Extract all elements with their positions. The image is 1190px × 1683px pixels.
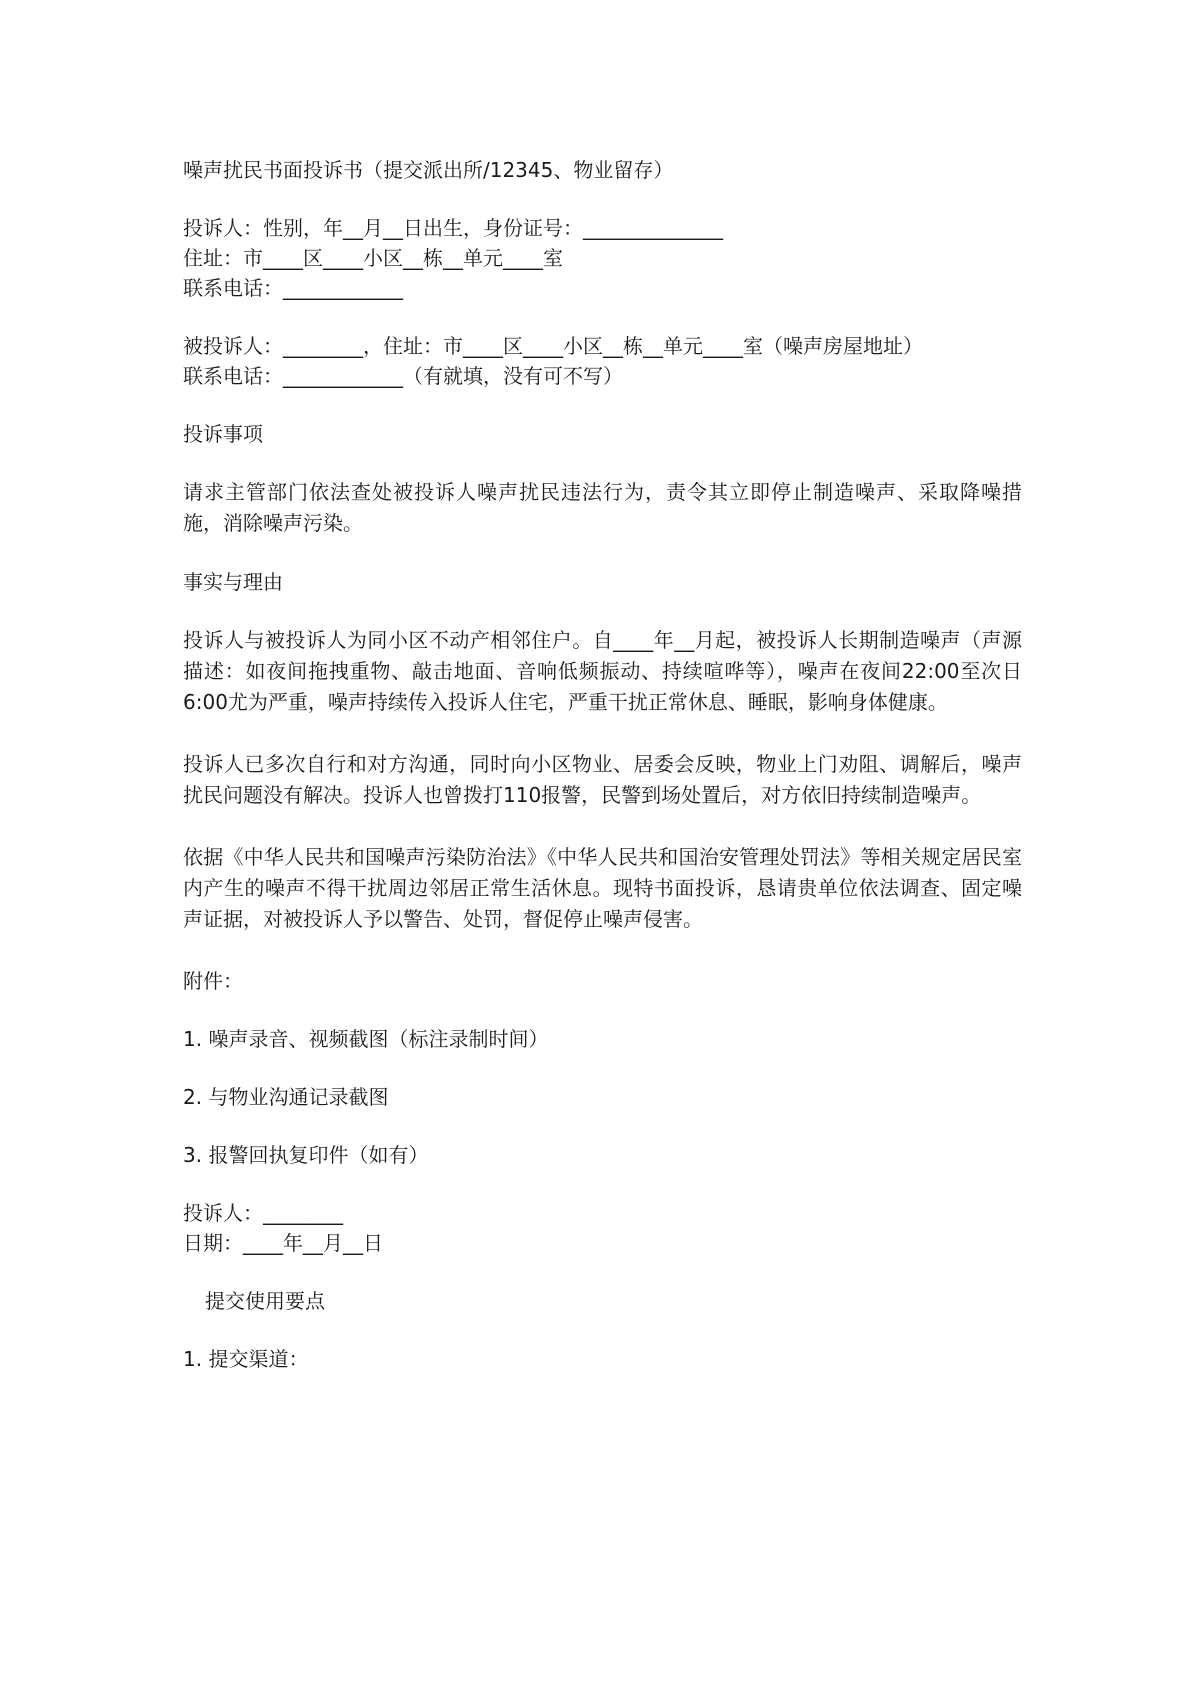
facts-paragraph-3: 依据《中华人民共和国噪声污染防治法》《中华人民共和国治安管理处罚法》等相关规定居民室内产生的噪声不得干扰周边邻居正常生活休息。现特书面投诉，恳请贵单位依法调查、固定噪声证据，对被投诉人予以警告、处罚，督促停止噪声侵害。 <box>183 845 1022 931</box>
section-heading-request: 投诉事项 <box>183 422 263 446</box>
facts-paragraph-2: 投诉人已多次自行和对方沟通，同时向小区物业、居委会反映，物业上门劝阻、调解后，噪声扰民问题没有解决。投诉人也曾拨打110报警，民警到场处置后，对方依旧持续制造噪声。 <box>183 752 1022 807</box>
respondent-info: 被投诉人：________，住址：市____区____小区__栋__单元____室（噪声房屋地址） <box>183 334 923 358</box>
signature-date: 日期：____年__月__日 <box>183 1231 383 1255</box>
attachments-label: 附件： <box>183 969 243 993</box>
complainant-info: 投诉人：性别，年__月__日出生，身份证号：______________ <box>183 216 723 240</box>
attachment-item: 2. 与物业沟通记录截图 <box>183 1085 389 1109</box>
facts-paragraph-1: 投诉人与被投诉人为同小区不动产相邻住户。自____年__月起，被投诉人长期制造噪声（声源描述：如夜间拖拽重物、敲击地面、音响低频振动、持续喧哗等），噪声在夜间22:00至次日6:00尤为严重，噪声持续传入投诉人住宅，严重干扰正常休息、睡眠，影响身体健康。 <box>183 628 1022 714</box>
attachment-item: 3. 报警回执复印件（如有） <box>183 1143 429 1167</box>
respondent-phone: 联系电话：____________（有就填，没有可不写） <box>183 364 623 388</box>
tips-heading: 提交使用要点 <box>205 1289 325 1313</box>
complainant-phone: 联系电话：____________ <box>183 276 403 300</box>
tips-item: 1. 提交渠道： <box>183 1347 309 1371</box>
document-title: 噪声扰民书面投诉书（提交派出所/12345、物业留存） <box>183 158 674 182</box>
signature-complainant: 投诉人：________ <box>183 1201 343 1225</box>
attachment-item: 1. 噪声录音、视频截图（标注录制时间） <box>183 1027 549 1051</box>
complainant-address: 住址：市____区____小区__栋__单元____室 <box>183 246 563 270</box>
request-paragraph: 请求主管部门依法查处被投诉人噪声扰民违法行为，责令其立即停止制造噪声、采取降噪措施，消除噪声污染。 <box>183 480 1022 535</box>
section-heading-facts: 事实与理由 <box>183 570 283 594</box>
